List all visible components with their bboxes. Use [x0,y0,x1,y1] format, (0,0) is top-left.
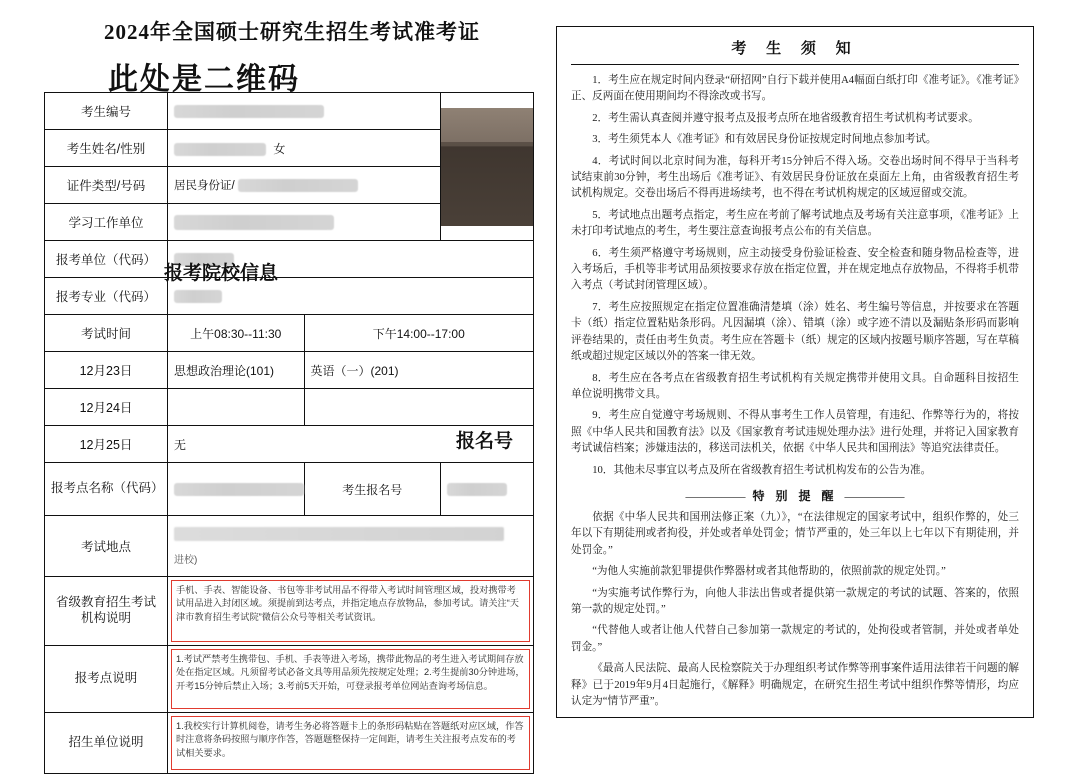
table-row [45,577,534,646]
signup-no-label: 考生报名号 [304,463,441,516]
table-row [45,352,534,389]
day2-label: 12月24日 [45,389,168,426]
table-row [45,315,534,352]
work-unit-value [168,204,441,241]
special-item: “为实施考试作弊行为，向他人非法出售或者提供第一款规定的考试的试题、答案的，依照第一款的规定处罚。” [571,587,1019,615]
special-item: 《最高人民法院、最高人民检察院关于办理组织考试作弊等刑事案件适用法律若干问题的解释》已于2019年9月4日起施行，《解释》明确规定，在研究生招生考试中组织作弊等情形，均应认定为“情节严重”。 [571,663,1019,707]
candidate-notice-panel [556,26,1034,718]
exam-place-suffix: 进校) [174,554,198,566]
afternoon-slot: 下午14:00--17:00 [304,315,534,352]
table-row [45,241,534,278]
exam-place-value [168,516,534,577]
id-type-text: 居民身份证/ [174,180,235,192]
table-row [45,463,534,516]
special-reminder-title: ————— 特 别 提 醒 ————— [685,488,905,503]
name-sex-label: 考生姓名/性别 [45,130,168,167]
day3-label: 12月25日 [45,426,168,463]
unit-note-cell [168,713,534,774]
morning-slot: 上午08:30--11:30 [168,315,305,352]
notice-title: 考 生 须 知 [571,37,1019,65]
notice-item: 5．考试地点出题考点指定，考生应在考前了解考试地点及考场有关注意事项，《准考证》上未打印考试地点的考生，考生要注意查询报考点公布的有关信息。 [571,209,1019,238]
day1-afternoon-subject: 英语（一）(201) [304,352,534,389]
day1-morning-subject: 思想政治理论(101) [168,352,305,389]
sex-value: 女 [273,141,286,156]
apply-major-label: 报考专业（代码） [45,278,168,315]
province-note-label: 省级教育招生考试机构说明 [45,577,168,646]
site-name-value [168,463,305,516]
special-item: 依据《中华人民共和国刑法修正案（九）》，“在法律规定的国家考试中，组织作弊的，处三年以下有期徒刑或者拘役，并处或者单处罚金；情节严重的，处三年以上七年以下有期徒刑，并处罚金。” [571,511,1019,556]
notice-item: 10．其他未尽事宜以考点及所在省级教育招生考试机构发布的公告为准。 [592,464,932,476]
province-note-cell [168,577,534,646]
school-info-annotation: 报考院校信息 [164,263,279,284]
site-note-label: 报考点说明 [45,646,168,713]
site-note-text: 1.考试严禁考生携带包、手机、手表等进入考场，携带此物品的考生进入考试期间存放处在指定区域。凡须留考试必备文具等用品须先按规定处理；2.考生提前30分钟进场，开考15分钟后禁止入场；3.考前5天开始，可登录报考单位网站查询考场信息。 [171,649,530,709]
unit-note-text: 1.我校实行计算机阅卷，请考生务必将答题卡上的条形码粘贴在答题纸对应区域，作答时注意将条码按照与顺序作答，答题题整保持一定间距，请考生关注报考点发布的考试相关要求。 [171,716,530,770]
notice-item: 6．考生须严格遵守考场规则，应主动接受身份验证检查、安全检查和随身物品检查等，进入考场后，手机等非考试用品须按要求存放在指定位置，并在规定地点存放物品，不得将手机带入考点（考试封闭管理区域）。 [571,247,1019,292]
special-item: “为他人实施前款犯罪提供作弊器材或者其他帮助的，依照前款的规定处罚。” [592,566,946,578]
qr-placeholder-note: 此处是二维码 [108,63,300,96]
candidate-no-label: 考生编号 [45,93,168,130]
candidate-no-value [168,93,441,130]
day1-label: 12月23日 [45,352,168,389]
unit-note-label: 招生单位说明 [45,713,168,774]
exam-place-label: 考试地点 [45,516,168,577]
notice-item: 3．考生须凭本人《准考证》和有效居民身份证按规定时间地点参加考试。 [592,134,937,146]
special-reminder-label: 特 别 提 醒 [752,488,838,503]
table-row [45,278,534,315]
province-note-text: 手机、手表、智能设备、书包等非考试用品不得带入考试时间管理区域，投对携带考试用品进入封闭区域。须提前到达考点，并指定地点存放物品，参加考试。请关注“天津市教育招生考试院”微信公众号等相关考试资讯。 [171,580,530,642]
table-row [45,516,534,577]
admission-ticket [44,16,534,774]
notice-item: 7．考生应按照规定在指定位置准确清楚填（涂）姓名、考生编号等信息，并按要求在答题卡（纸）指定位置粘贴条形码。凡因漏填（涂）、错填（涂）或字迹不清以及漏贴条形码而影响评卷结果的，责任由考生负责。考生应在答题卡（纸）规定的区域内按题号顺序答题，写在草稿纸或超过规定区域以外的答案一律无效。 [571,301,1019,363]
id-type-label: 证件类型/号码 [45,167,168,204]
id-type-value [168,167,441,204]
notice-item: 1．考生应在规定时间内登录“研招网”自行下载并使用A4幅面白纸打印《准考证》。《准考证》正、反两面在使用期间均不得涂改或书写。 [571,75,1019,103]
notice-item: 4．考试时间以北京时间为准，每科开考15分钟后不得入场。交卷出场时间不得早于当科考试结束前30分钟，考生出场后《准考证》、有效居民身份证放在桌面左上角，由省级教育招生考试机构规定。交卷出场后不得再进场续考，也不得在考试机构规定的区域逗留或交流。 [571,155,1019,200]
special-item: “代替他人或者让他人代替自己参加第一款规定的考试的，处拘役或者管制，并处或者单处罚金。” [571,625,1019,653]
notice-item: 8．考生应在各考点在省级教育招生考试机构有关规定携带并使用文具。自命题科目按招生单位说明携带文具。 [571,372,1019,400]
name-sex-value [168,130,441,167]
notice-item: 2．考生需认真查阅并遵守报考点及报考点所在地省级教育招生考试机构考试要求。 [592,112,979,124]
day3-value: 无 [168,426,534,463]
candidate-photo [441,93,534,241]
signup-no-annotation: 报名号 [456,431,514,452]
notice-item: 9．考生应自觉遵守考场规则、不得从事考生工作人员管理，有违纪、作弊等行为的，将按照《中华人民共和国教育法》以及《国家教育考试违规处理办法》进行处理，并将记入国家教育考试诚信档案；涉嫌违法的，移送司法机关，依据《中华人民共和国刑法》等追究法律责任。 [571,410,1019,455]
day2-morning-subject [168,389,305,426]
table-row [45,389,534,426]
table-row [45,713,534,774]
site-note-cell [168,646,534,713]
exam-time-label: 考试时间 [45,315,168,352]
table-row [45,646,534,713]
ticket-title: 2024年全国硕士研究生招生考试准考证 [104,20,480,44]
site-name-label: 报考点名称（代码） [45,463,168,516]
signup-no-value [441,463,534,516]
apply-unit-label: 报考单位（代码） [45,241,168,278]
table-row [45,93,534,130]
day2-afternoon-subject [304,389,534,426]
work-unit-label: 学习工作单位 [45,204,168,241]
